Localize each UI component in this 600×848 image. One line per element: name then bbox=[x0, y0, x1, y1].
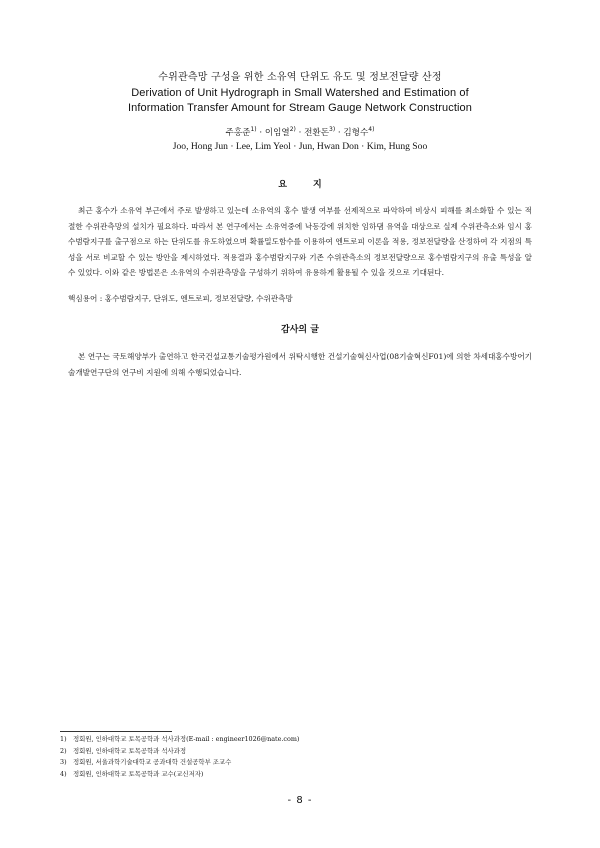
abstract-heading: 요지 bbox=[278, 180, 348, 190]
footnote-item bbox=[60, 769, 540, 781]
footnote-number: 2) bbox=[60, 746, 67, 755]
abstract-body: 최근 홍수가 소유역 부근에서 주로 발생하고 있는데 소유역의 홍수 발생 여부를 선제적으로 파악하여 비상시 피해를 최소화할 수 있는 적절한 수위관측망의 설치가 필요하다. 따라서 본 연구에서는 소유역중에 낙동강에 위치한 임하댐 유역을 대상으로 실제 수위관측소와 임시 홍수범람지구를 출구점으로 하는 단위도를 유도하였으며 확률밀도함수를 이용하여 엔트로피 이론을 적용, 정보전달량을 산정하여 각 지점의 특성을 서로 비교할 수 있는 방안을 제시하였다. 적용결과 홍수범람지구와 기존 수위관측소의 정보전달량으로 홍수범람지구의 유출 특성을 알 수 있었다. 이와 같은 방법론은 소유역의 수위관측망을 구성하기 위하여 유용하게 활용될 수 있을 것으로 기대된다. bbox=[68, 206, 532, 278]
title-korean: 수위관측망 구성을 위한 소유역 단위도 유도 및 정보전달량 산정 bbox=[158, 72, 442, 83]
author-name: 이임열 bbox=[264, 128, 290, 138]
footnote-number: 1) bbox=[60, 735, 67, 743]
title-english-line-2: Information Transfer Amount for Stream Gauge Network Construction bbox=[128, 102, 472, 114]
author-name: 전환돈 bbox=[304, 128, 329, 138]
footnote-item bbox=[60, 757, 540, 769]
authors-english: Joo, Hong Jun · Lee, Lim Yeol · Jun, Hwan Don · Kim, Hung Soo bbox=[172, 141, 428, 152]
title-block bbox=[60, 70, 540, 116]
author-name: 김형수 bbox=[343, 128, 369, 138]
acknowledgement-body: 본 연구는 국토해양부가 출연하고 한국건설교통기술평가원에서 위탁시행한 건설기술혁신사업(08기술혁신F01)에 의한 차세대홍수방어기술개발연구단의 연구비 지원에 의해 수행되었습니다. bbox=[68, 352, 532, 377]
footnote-text: 정회원, 서울과학기술대학교 공과대학 건설공학부 조교수 bbox=[73, 758, 232, 766]
footnote-number: 3) bbox=[60, 758, 67, 766]
authors-korean bbox=[60, 126, 540, 140]
author-footnote-mark: 1) bbox=[250, 126, 257, 134]
author-footnote-mark: 4) bbox=[368, 126, 375, 134]
footnote-text: 정회원, 인하대학교 토목공학과 석사과정 bbox=[73, 746, 187, 755]
footnote-text: 정회원, 인하대학교 토목공학과 석사과정(E-mail : engineer1026@nate.com) bbox=[73, 735, 300, 743]
title-english-line-1: Derivation of Unit Hydrograph in Small Watershed and Estimation of bbox=[131, 87, 469, 99]
authors-block bbox=[60, 126, 540, 154]
footnote-item bbox=[60, 746, 540, 758]
footnotes bbox=[60, 734, 540, 780]
author-separator: · bbox=[256, 128, 265, 138]
footnote-text: 정회원, 인하대학교 토목공학과 교수(교신저자) bbox=[73, 769, 204, 778]
keywords: 핵심용어 : 홍수범람지구, 단위도, 엔트로피, 정보전달량, 수위관측망 bbox=[68, 294, 293, 303]
author-footnote-mark: 2) bbox=[289, 126, 296, 134]
page-number: - 8 - bbox=[287, 795, 313, 806]
author-name: 주홍준 bbox=[225, 128, 251, 138]
footnote-divider bbox=[60, 731, 172, 732]
author-separator: · bbox=[335, 128, 344, 138]
footnote-item bbox=[60, 734, 540, 746]
footnote-number: 4) bbox=[60, 769, 67, 778]
author-separator: · bbox=[295, 128, 305, 138]
acknowledgement-heading: 감사의 글 bbox=[281, 325, 319, 335]
author-footnote-mark: 3) bbox=[329, 126, 336, 134]
